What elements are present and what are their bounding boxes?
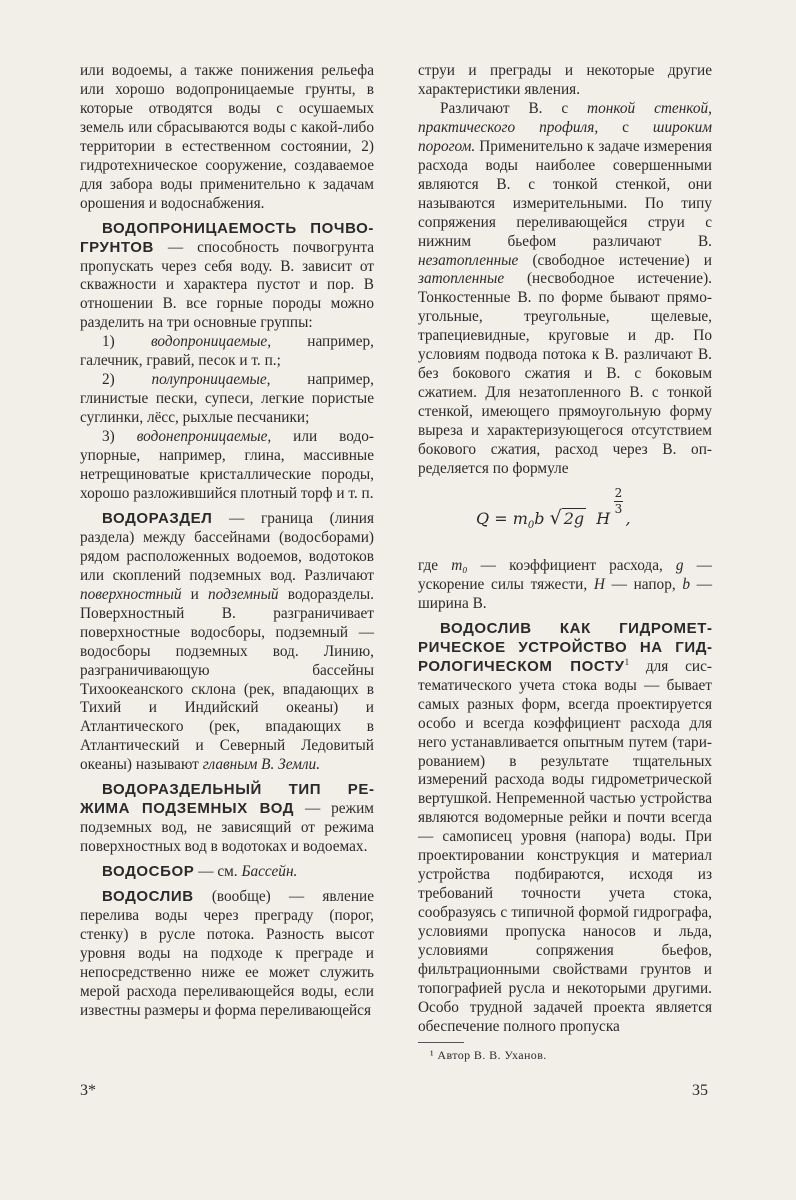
paragraph: где m₀ — коэффициент расхода, g — ускорение силы тяжести, H — напор, b — ширина В.	[418, 556, 713, 612]
entry-vodorazdel: ВОДОРАЗДЕЛ — граница (линия раздела) между бассейнами (водосборами) рядом расположенных водоемов, водотоков или скоплений подземных вод. Различают поверхностный и подземный водоразделы. Поверхностный В. разграничивает поверхностные водосборы, подземный — водосборы подземных вод. Линию, разграничивающую бассейны Тихоокеанского склона (рек, впадающих в Тихий и Индийский океаны) и Атлантического (рек, впадающих в Атлантический и Северный Ледовитый океаны) называют главным В. Земли.	[80, 509, 375, 774]
entry-heading: ВОДОПРОНИЦАЕМОСТЬ ПОЧВО-ГРУНТОВ	[80, 219, 374, 256]
entry-heading: ВОДОРАЗДЕЛ	[102, 509, 213, 527]
entry-heading: ВОДОРАЗДЕЛЬНЫЙ ТИП РЕЖИМА ПОДЗЕМНЫХ ВОД	[80, 781, 374, 818]
entry-vodorazdelny-tip: ВОДОРАЗДЕЛЬНЫЙ ТИП РЕЖИМА ПОДЗЕМНЫХ ВОД — режим подземных вод, не зависящий от режима поверхностных вод в водотоках и водоемах.	[80, 781, 374, 856]
entry-vodosliv-gidrometricheskoe: ВОДОСЛИВ КАК ГИДРОМЕТРИЧЕСКОЕ УСТРОЙСТВО НА ГИДРОЛОГИЧЕСКОМ ПОСТУ$^1$ для систематического учета стока воды — бывает самых разных форм, всегда проектируется особо и всегда коэффициент расхода для него устанавливается опытным путем (тарированием) в результате тщательных измерений расхода воды гидрометрической вертушкой. Непременной частью устройства являются водомерные рейки и почти всегда — самописец уровня (напора) воды. При проектировании конструкция и материал устройства подбираются, исходя из требований точности учета стока, сообразуясь с типичной формой гидрографа, условиями пропуска наносов и льда, условиями сопряжения бьефов, фильтрационными свойствами грунтов и топографией русла и некоторыми другими. Особо трудной задачей проекта является обеспечение полного пропуска	[418, 619, 712, 1035]
right-column	[418, 62, 712, 1037]
entry-heading: ВОДОСЛИВ	[102, 888, 194, 906]
signature-mark: 3*	[80, 1082, 96, 1099]
entry-heading: ВОДОСБОР	[102, 863, 195, 881]
paragraph: струи и преграды и некоторые другие характеристики явления.	[418, 62, 712, 98]
paragraph: или водоемы, а также понижения рельефа или хорошо водопроницаемые грунты, в которые отводятся воды с осушаемых земель или сбрасываются воды с какой-либо территории в естественном состоянии, 2) гидротехническое сооружение, создаваемое для забора воды применительно к задачам орошения и водоснабжения.	[80, 62, 374, 212]
footnote-marker: 1	[624, 656, 630, 667]
entry-vodosliv: ВОДОСЛИВ (вообще) — явление перелива воды через преграду (порог, стенку) в русле потока. Разность высот уровня воды на подходе к преграде и непосредственно ниже ее может служить мерой расхода переливающейся воды, если известны размеры и форма переливающейся	[80, 888, 374, 1019]
list-item: 1) водопроницаемые, например, галечник, гравий, песок и т. п.;	[80, 333, 374, 370]
page-number: 35	[692, 1082, 708, 1099]
footnote-divider	[418, 1042, 464, 1043]
discharge-formula	[418, 485, 712, 539]
left-column	[80, 62, 374, 1021]
entry-heading: ВОДОСЛИВ КАК ГИДРОМЕТРИЧЕСКОЕ УСТРОЙСТВО НА ГИДРОЛОГИЧЕСКОМ ПОСТУ	[418, 619, 712, 675]
entry-vodosbor: ВОДОСБОР — см. Бассейн.	[102, 863, 298, 881]
paragraph: Различают В. с тонкой стенкой, практического профиля, с широким порогом. Применительно к задаче измерения расхода воды наиболее совершенными являются В. с тонкой стенкой, они называются измерительными. По типу сопряжения переливающейся струи с нижним бьефом различают В. незатопленные (свободное истечение) и затопленные (несвободное истечение). Тонкостенные В. по форме бывают прямоугольные, треугольные, щелевые, трапециевидные, круговые и др. По условиям подвода потока к В. различают В. без бокового сжатия и В. с боковым сжатием. Для незатопленного В. с тонкой стенкой, имеющего прямоугольную форму выреза и характеризующегося отсутствием бокового сжатия, расход через В. определяется по формуле	[418, 99, 712, 478]
list-item: 3) водонепроницаемые, или водоупорные, например, глина, массивные нетрещиноватые кристаллические породы, хорошо разложившийся плотный торф и т. п.	[80, 428, 374, 502]
formula-exponent: 2 3	[614, 485, 623, 516]
formula-expression: $Q = m_0b$ √ 2g H ,	[476, 506, 631, 532]
entry-vodopronitsaemost: ВОДОПРОНИЦАЕМОСТЬ ПОЧВО-ГРУНТОВ — способность почвогрунта пропускать через себя воду. В. зависит от скважности и характера пустот и пор. В отношении В. все горные породы можно разделить на три основные группы:	[80, 219, 374, 332]
footnote: ¹ Автор В. В. Уханов.	[430, 1048, 547, 1062]
list-item: 2) полупроницаемые, например, глинистые пески, супеси, легкие пористые суглинки, лёсс, рыхлые песчаники;	[80, 371, 374, 427]
